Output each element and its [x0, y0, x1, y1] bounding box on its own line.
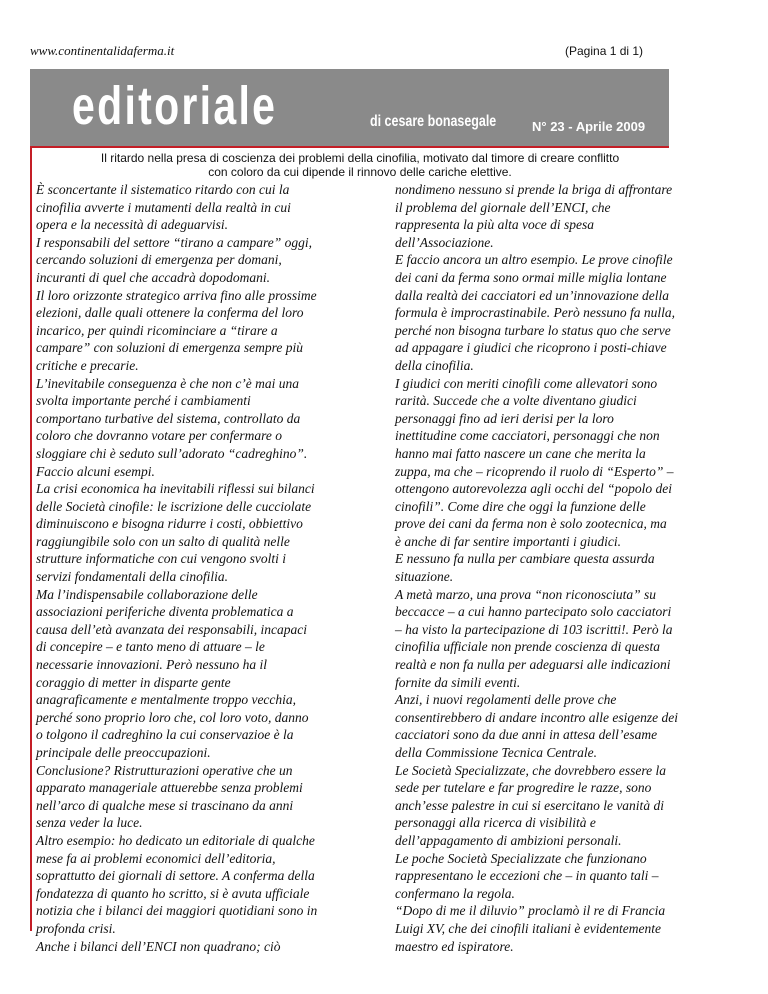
- article-line: I responsabili del settore “tirano a campare” oggi,: [36, 234, 312, 250]
- article-column-right: [395, 181, 725, 955]
- article-line: personaggi alla ricerca di visibilità e: [395, 815, 596, 831]
- article-line: cinofilia ufficiale non prende coscienza di questa: [395, 639, 660, 655]
- article-line: critiche e precarie.: [36, 357, 139, 373]
- article-line: mese fa ai problemi economici dell’editoria,: [36, 850, 276, 866]
- article-line: ottengono autorevolezza agli occhi del “popolo dei: [395, 481, 672, 497]
- article-line: campare” con soluzioni di emergenza sempre più: [36, 340, 303, 356]
- article-line: dell’Associazione.: [395, 234, 494, 250]
- article-line: anch’esse palestre in cui si esercitano le vanità di: [395, 797, 664, 813]
- article-line: dell’appagamento di ambizioni personali.: [395, 832, 622, 848]
- article-line: – ha visto la partecipazione di 103 iscritti!. Però la: [395, 621, 673, 637]
- article-line: perché non bisogna turbare lo status quo che serve: [395, 322, 671, 338]
- article-line: E nessuno fa nulla per cambiare questa assurda: [395, 551, 655, 567]
- article-line: rappresentano le eccezioni che – in quanto tali –: [395, 868, 659, 884]
- article-line: rappresenta la più alta voce di spesa: [395, 217, 594, 233]
- masthead-banner: [30, 69, 669, 146]
- site-url: www.continentalidaferma.it: [30, 43, 175, 58]
- article-line: della cinofilia.: [395, 357, 474, 373]
- article-column-left: [36, 181, 366, 955]
- article-line: Faccio alcuni esempi.: [36, 463, 155, 479]
- article-line: associazioni periferiche diventa problematica a: [36, 604, 294, 620]
- article-line: è anche di far sentire importanti i giudici.: [395, 533, 621, 549]
- article-line: senza veder la luce.: [36, 815, 143, 831]
- subtitle-line: con coloro da cui dipende il rinnovo delle cariche elettive.: [208, 165, 512, 179]
- masthead-title: editoriale: [72, 76, 278, 136]
- article-line: È sconcertante il sistematico ritardo con cui la: [36, 182, 290, 197]
- article-line: consentirebbero di andare incontro alle esigenze dei: [395, 709, 678, 725]
- article-line: perché sono proprio loro che, col loro voto, danno: [36, 709, 309, 725]
- article-line: sloggiare chi è seduto sull’adorato “cadreghino”.: [36, 445, 308, 461]
- article-line: cinofilia avverte i mutamenti della realtà in cui: [36, 199, 291, 215]
- article-line: Anzi, i nuovi regolamenti delle prove che: [395, 692, 617, 708]
- article-line: soprattutto dei giornali di settore. A conferma della: [36, 868, 315, 884]
- article-line: necessarie innovazioni. Però nessuno ha il: [36, 657, 267, 673]
- article-line: Conclusione? Ristrutturazioni operative che un: [36, 762, 293, 778]
- article-line: A metà marzo, una prova “non riconosciuta” su: [395, 586, 657, 602]
- article-line: della Commissione Tecnica Centrale.: [395, 745, 597, 760]
- article-line: elezioni, dalle quali ottenere la conferma del loro: [36, 305, 304, 321]
- article-line: inettitudine come cacciatori, personaggi che non: [395, 428, 660, 444]
- article-line: nondimeno nessuno si prende la briga di affrontare: [395, 182, 673, 197]
- article-line: La crisi economica ha inevitabili riflessi sui bilanci: [36, 481, 315, 497]
- article-line: opera e la necessità di adeguarvisi.: [36, 217, 228, 233]
- article-line: maestro ed ispiratore.: [395, 938, 514, 954]
- article-line: notizia che i bilanci dei maggiori quotidiani sono in: [36, 903, 318, 919]
- article-line: comportano turbative del sistema, controllato da: [36, 410, 301, 426]
- issue-number: N° 23 - Aprile 2009: [532, 119, 646, 134]
- article-line: il problema del giornale dell’ENCI, che: [395, 199, 611, 215]
- article-line: hanno mai fatto nascere un cane che merita la: [395, 445, 646, 461]
- article-line: L’inevitabile conseguenza è che non c’è mai una: [36, 375, 300, 391]
- article-line: Le poche Società Specializzate che funzionano: [395, 850, 647, 866]
- article-line: fornite da simili eventi.: [395, 674, 521, 690]
- article-line: svolta importante perché i cambiamenti: [36, 393, 251, 409]
- article-line: strutture informatiche con cui vengono svolti i: [36, 551, 286, 567]
- page-indicator: (Pagina 1 di 1): [565, 44, 644, 58]
- article-line: Altro esempio: ho dedicato un editoriale di qualche: [36, 832, 315, 848]
- red-divider-vertical: [30, 146, 32, 931]
- article-line: ad appagare i giudici che ricoprono i posti-chiave: [395, 340, 667, 356]
- subtitle-line: Il ritardo nella presa di coscienza dei problemi della cinofilia, motivato dal timore di creare conflitto: [100, 151, 620, 165]
- article-line: “Dopo di me il diluvio” proclamò il re di Francia: [395, 903, 666, 919]
- article-line: cinofili”. Come dire che oggi la funzione delle: [395, 498, 646, 514]
- article-line: sede per tutelare e far progredire le razze, sono: [395, 780, 652, 796]
- article-line: Le Società Specializzate, che dovrebbero essere la: [395, 762, 667, 778]
- article-line: E faccio ancora un altro esempio. Le prove cinofile: [395, 252, 673, 268]
- article-line: servizi fondamentali della cinofilia.: [36, 569, 228, 585]
- article-line: cacciatori sono da due anni in attesa dell’esame: [395, 727, 658, 743]
- article-line: di concepire – e tanto meno di attuare – le: [36, 639, 265, 655]
- red-divider-horizontal: [30, 146, 669, 148]
- article-line: Ma l’indispensabile collaborazione delle: [36, 586, 258, 602]
- article-line: prove dei cani da ferma non è solo zootecnica, ma: [395, 516, 667, 532]
- article-line: I giudici con meriti cinofili come allevatori sono: [395, 375, 658, 391]
- article-line: causa dell’età avanzata dei responsabili, incapaci: [36, 621, 307, 637]
- article-line: Anche i bilanci dell’ENCI non quadrano; ciò: [36, 938, 281, 954]
- article-line: coraggio di metter in disparte gente: [36, 674, 231, 690]
- masthead-author: di cesare bonasegale: [370, 113, 497, 130]
- article-line: realtà e non fa nulla per adeguarsi alle indicazioni: [395, 657, 671, 673]
- article-line: raggiungibile solo con un salto di qualità nelle: [36, 533, 290, 549]
- article-line: confermano la regola.: [395, 885, 515, 901]
- article-line: incarico, per quindi ricominciare a “tirare a: [36, 322, 278, 338]
- article-line: Il loro orizzonte strategico arriva fino alle prossime: [36, 287, 317, 303]
- article-line: o tolgono il cadreghino la cui conservazioe è la: [36, 727, 294, 743]
- article-line: fondatezza di quanto ho scritto, si è avuta ufficiale: [36, 885, 310, 901]
- article-line: incuranti di quel che accadrà dopodomani.: [36, 269, 270, 285]
- article-line: rarità. Succede che a volte diventano giudici: [395, 393, 637, 409]
- article-line: anagraficamente e mentalmente troppo vecchia,: [36, 692, 297, 708]
- article-line: diminuiscono e bisogna ridurre i costi, obbiettivo: [36, 516, 303, 532]
- article-line: coloro che dovranno votare per confermare o: [36, 428, 282, 444]
- article-line: Luigi XV, che dei cinofili italiani è evidentemente: [395, 920, 661, 936]
- article-line: dei cani da ferma sono ormai mille miglia lontane: [395, 269, 667, 285]
- article-line: beccacce – a cui hanno partecipato solo cacciatori: [395, 604, 672, 620]
- article-line: cercando soluzioni di emergenza per domani,: [36, 252, 282, 268]
- article-subtitle: [80, 151, 640, 179]
- article-line: nell’arco di qualche mese si trascinano da anni: [36, 797, 294, 813]
- article-line: situazione.: [395, 569, 454, 585]
- article-line: profonda crisi.: [36, 920, 116, 936]
- article-line: dalla realtà dei cacciatori ed un’innovazione della: [395, 287, 669, 303]
- article-line: personaggi fino ad ieri derisi per la loro: [395, 410, 614, 426]
- article-line: principale delle preoccupazioni.: [36, 745, 211, 760]
- article-line: delle Società cinofile: le iscrizione delle cucciolate: [36, 498, 312, 514]
- article-line: zuppa, ma che – ricoprendo il ruolo di “Esperto” –: [395, 463, 674, 479]
- article-line: apparato manageriale attuerebbe senza problemi: [36, 780, 303, 796]
- article-line: formula è improcrastinabile. Però nessuno fa nulla,: [395, 305, 675, 321]
